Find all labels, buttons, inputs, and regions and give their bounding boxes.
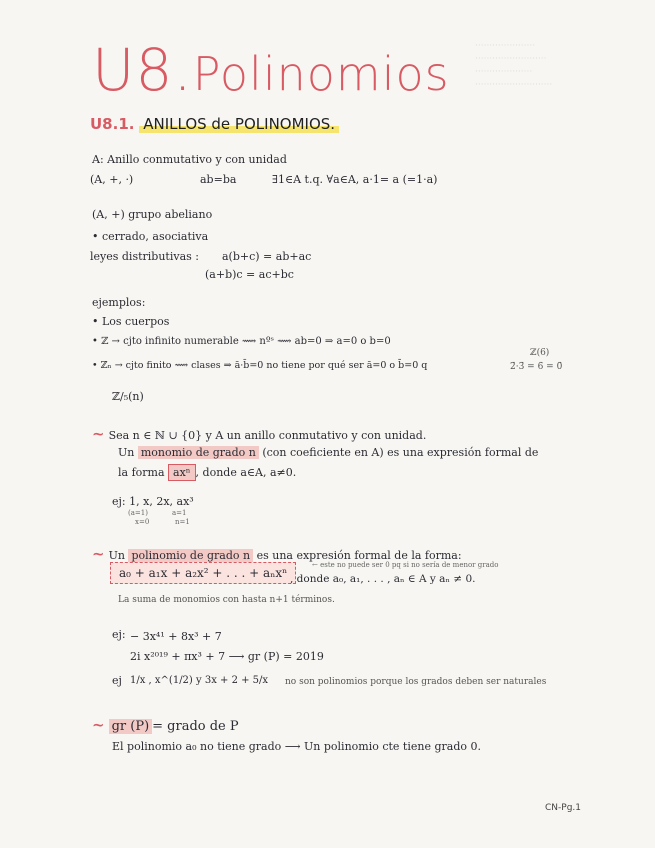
poly-example-1: − 3x⁴¹ + 8x³ + 7 [130,630,222,643]
monomio-note-4: n=1 [175,518,190,526]
group-line-3a: leyes distributivas : [90,250,199,263]
monomio-line-3b: , donde a∈A, a≠0. [195,466,297,479]
title-prefix: U8. [92,36,193,104]
example-item-3: • ℤₙ → cjto finito ⟿ clases ⇒ ā·b̄=0 no tiene por qué ser ā=0 o b̄=0 q [92,360,428,371]
bullet-arrow-icon: ~ [92,545,105,563]
monomio-line-3a: la forma [118,466,165,479]
group-line-2: • cerrado, asociativa [92,230,209,243]
bullet-arrow-icon: ~ [92,425,105,443]
polinomio-line-1b: es una expresión formal de la forma: [256,549,462,562]
page-title [92,36,450,104]
monomio-note-2: a=1 [172,509,187,517]
poly-example-label: ej: [112,628,126,641]
page-signature: CN-Pg.1 [545,803,581,813]
monomio-note-3: x=0 [135,518,150,526]
def-line-2c: ∃1∈A t.q. ∀a∈A, a·1= a (=1·a) [272,173,438,186]
monomio-line-2a: Un [118,446,135,459]
group-line-4: (a+b)c = ac+bc [205,268,294,281]
section-label: ANILLOS de POLINOMIOS. [139,115,339,133]
monomio-line-2b: (con coeficiente en A) es una expresión formal de [262,446,539,459]
monomio-line-1-text: Sea n ∈ ℕ ∪ {0} y A un anillo conmutativo y con unidad. [108,429,427,442]
bullet-arrow-icon: ~ [92,716,105,734]
monomio-note-1: (a=1) [128,509,148,517]
def-line-1: A: Anillo conmutativo y con unidad [92,153,287,166]
examples-heading: ejemplos: [92,296,146,309]
monomio-highlight: monomio de grado n [138,446,259,459]
section-number: U8.1. [90,115,135,133]
polinomio-formula-box [110,562,296,584]
example-item-2: • ℤ → cjto infinito numerable ⟿ nºˢ ⟿ ab=0 ⇒ a=0 o b=0 [92,336,391,347]
poly-example-3a: 1/x , x^(1/2) y 3x + 2 + 5/x [130,675,269,686]
poly-example-3b: no son polinomios porque los grados deben ser naturales [285,677,547,687]
section-heading [90,115,339,133]
grado-highlight: gr (P) [109,719,153,734]
grado-line-2: El polinomio a₀ no tiene grado ⟶ Un polinomio cte tiene grado 0. [112,740,481,753]
polinomio-highlight: polinomio de grado n [128,549,253,562]
group-line-3b: a(b+c) = ab+ac [222,250,312,263]
poly-example-2: 2i x²⁰¹⁹ + πx³ + 7 ⟶ gr (P) = 2019 [130,650,324,663]
polinomio-line-1a: Un [108,549,125,562]
def-line-2a: (A, +, ·) [90,173,134,186]
monomio-example-terms: 1, x, 2x, ax³ [129,495,194,508]
show-through-text: ····················· ························· ···················· ··························· [475,41,553,90]
example-side-top: ℤ(6) [530,348,550,358]
grado-line-1b: = grado de P [152,719,239,734]
def-line-2b: ab=ba [200,173,237,186]
polinomio-sum-note: La suma de monomios con hasta n+1 términos. [118,595,335,605]
monomio-line-2 [118,446,538,459]
example-side-bottom: 2̄·3̄ = 6̄ = 0̄ [510,362,563,372]
monomio-form-box: axⁿ [168,464,196,481]
example-item-4: ℤ/₅(n) [112,390,144,403]
monomio-example-label: ej: [112,495,126,508]
poly-example-label-2: ej [112,674,122,687]
monomio-line-1 [92,425,426,443]
monomio-line-3 [118,466,296,479]
example-item-1: • Los cuerpos [92,315,170,328]
monomio-example [112,495,194,508]
title-main: Polinomios [192,47,450,101]
polinomio-formula-tail: , donde a₀, a₁, . . . , aₙ ∈ A y aₙ ≠ 0. [290,573,476,585]
polinomio-formula: a₀ + a₁x + a₂x² + . . . + aₙxⁿ [119,566,288,580]
group-line-1: (A, +) grupo abeliano [92,208,213,221]
polinomio-note: ← este no puede ser 0 pq si no sería de menor grado [312,561,499,569]
grado-line-1 [92,716,239,734]
